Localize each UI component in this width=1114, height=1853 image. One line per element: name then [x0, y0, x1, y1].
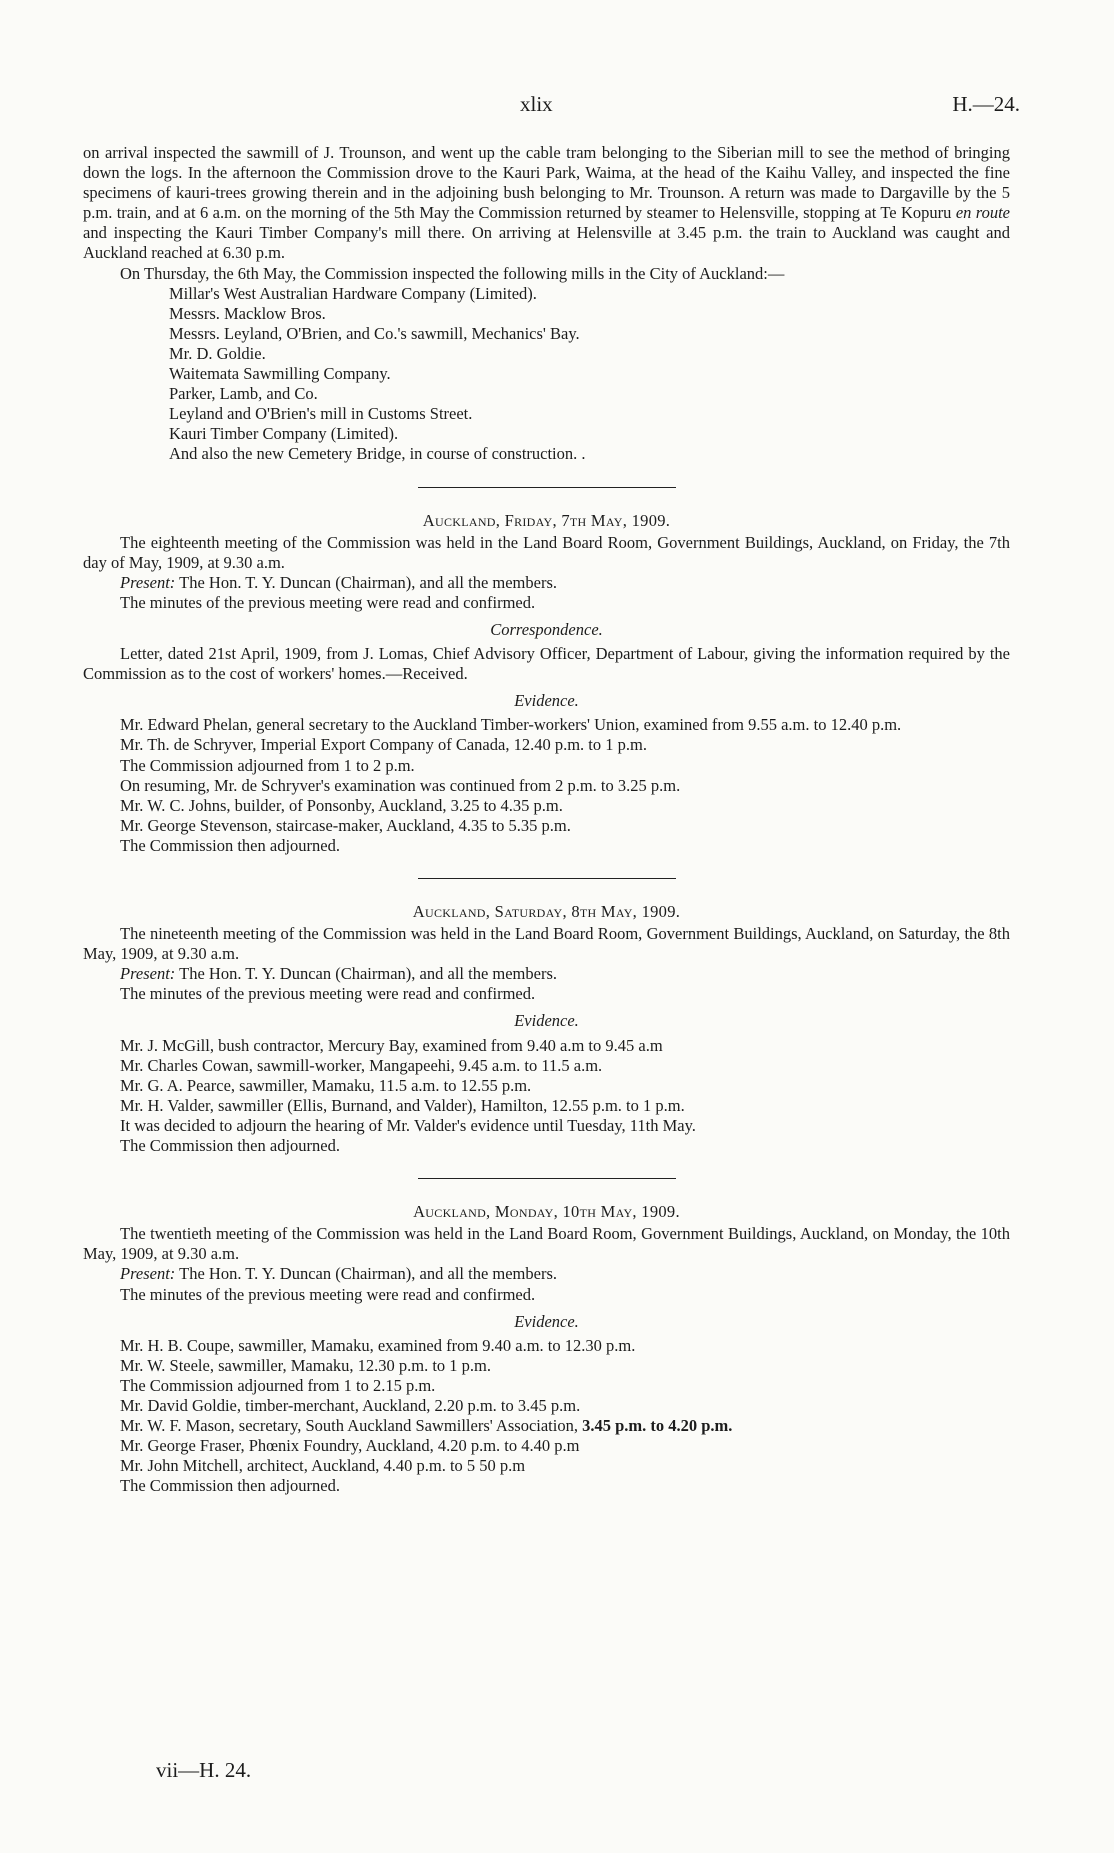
meeting-20-section — [83, 1202, 1010, 1496]
meeting-date-heading: Auckland, Saturday, 8th May, 1909. — [412, 902, 681, 921]
evidence-entry: The Commission adjourned from 1 to 2.15 p.m. — [120, 1375, 436, 1395]
evidence-entry: Mr. W. C. Johns, builder, of Ponsonby, Auckland, 3.25 to 4.35 p.m. — [120, 795, 563, 815]
meeting-intro: The twentieth meeting of the Commission was held in the Land Board Room, Government Buildings, Auckland, on Monday, the 10th May, 1909, at 9.30 a.m. — [83, 1224, 1010, 1264]
evidence-entry: Mr. Th. de Schryver, Imperial Export Company of Canada, 12.40 p.m. to 1 p.m. — [120, 735, 647, 755]
evidence-entry: Mr. John Mitchell, architect, Auckland, 4.40 p.m. to 5 50 p.m — [120, 1456, 526, 1476]
list-item: Messrs. Leyland, O'Brien, and Co.'s sawmill, Mechanics' Bay. — [169, 323, 580, 343]
evidence-entry: Mr. Charles Cowan, sawmill-worker, Mangapeehi, 9.45 a.m. to 11.5 a.m. — [120, 1055, 603, 1075]
evidence-entry: Mr. W. Steele, sawmiller, Mamaku, 12.30 p.m. to 1 p.m. — [120, 1355, 492, 1375]
page-header — [0, 92, 1114, 122]
adjourned-line: The Commission then adjourned. — [120, 835, 340, 855]
continuation-paragraph: on arrival inspected the sawmill of J. Trounson, and went up the cable tram belonging to the Siberian mill to see the method of bringing down the logs. In the afternoon the Commission drove to the Kauri Park, Waima, at the head of the Kaihu Valley, and inspected the fine specimens of kauri-trees growing therein and in the adjoining bush belonging to Mr. Trounson. A return was made to Dargaville by the 5 p.m. train, and at 6 a.m. on the morning of the 5th May the Commission returned by steamer to Helensville, stopping at Te Kopuru en route and inspecting the Kauri Timber Company's mill there. On arriving at Helensville at 3.45 p.m. the train to Auckland was caught and Auckland reached at 6.30 p.m. — [83, 143, 1010, 263]
list-item: Kauri Timber Company (Limited). — [169, 424, 399, 444]
thursday-paragraph: On Thursday, the 6th May, the Commission inspected the following mills in the City of Auckland:— — [120, 263, 785, 283]
present-line: Present: The Hon. T. Y. Duncan (Chairman), and all the members. — [120, 1264, 557, 1284]
evidence-heading: Evidence. — [514, 691, 579, 711]
mills-list — [83, 284, 1010, 465]
list-item: And also the new Cemetery Bridge, in course of construction. . — [169, 444, 586, 464]
evidence-entry: Mr. W. F. Mason, secretary, South Auckland Sawmillers' Association, 3.45 p.m. to 4.20 p.m. — [120, 1416, 733, 1436]
present-line: Present: The Hon. T. Y. Duncan (Chairman), and all the members. — [120, 572, 557, 592]
evidence-entry: Mr. H. B. Coupe, sawmiller, Mamaku, examined from 9.40 a.m. to 12.30 p.m. — [120, 1335, 636, 1355]
evidence-entry: Mr. G. A. Pearce, sawmiller, Mamaku, 11.5 a.m. to 12.55 p.m. — [120, 1075, 532, 1095]
meeting-date-heading: Auckland, Monday, 10th May, 1909. — [413, 1202, 680, 1222]
minutes-line: The minutes of the previous meeting were read and confirmed. — [120, 592, 536, 612]
section-divider — [418, 1178, 676, 1179]
evidence-heading: Evidence. — [514, 1311, 579, 1331]
adjourned-line: The Commission then adjourned. — [120, 1476, 340, 1496]
evidence-entry: On resuming, Mr. de Schryver's examination was continued from 2 p.m. to 3.25 p.m. — [120, 775, 681, 795]
evidence-entry: Mr. David Goldie, timber-merchant, Auckland, 2.20 p.m. to 3.45 p.m. — [120, 1395, 581, 1415]
evidence-entry: The Commission adjourned from 1 to 2 p.m. — [120, 755, 415, 775]
evidence-entry: It was decided to adjourn the hearing of Mr. Valder's evidence until Tuesday, 11th May. — [120, 1115, 696, 1135]
bold-time: 3.45 p.m. to 4.20 p.m. — [582, 1416, 733, 1436]
list-item: Millar's West Australian Hardware Company (Limited). — [169, 283, 537, 303]
evidence-heading: Evidence. — [514, 1011, 579, 1031]
minutes-line: The minutes of the previous meeting were read and confirmed. — [120, 1284, 536, 1304]
meeting-date-heading: Auckland, Friday, 7th May, 1909. — [422, 510, 671, 530]
meeting-intro: The nineteenth meeting of the Commission was held in the Land Board Room, Government Buildings, Auckland, on Saturday, the 8th May, 1909, at 9.30 a.m. — [83, 924, 1010, 964]
en-route-italic: en route — [955, 203, 1010, 223]
signature-mark: vii—H. 24. — [156, 1758, 252, 1782]
correspondence-heading: Correspondence. — [490, 619, 603, 639]
correspondence-letter: Letter, dated 21st April, 1909, from J. Lomas, Chief Advisory Officer, Department of Labour, giving the information required by the Commission as to the cost of workers' homes.—Received. — [83, 644, 1010, 684]
section-divider — [418, 487, 676, 488]
list-item: Mr. D. Goldie. — [169, 343, 266, 363]
evidence-entry: Mr. Edward Phelan, general secretary to the Auckland Timber-workers' Union, examined from 9.55 a.m. to 12.40 p.m. — [120, 715, 902, 735]
meeting-intro: The eighteenth meeting of the Commission was held in the Land Board Room, Government Buildings, Auckland, on Friday, the 7th day of May, 1909, at 9.30 a.m. — [83, 532, 1010, 572]
present-line: Present: The Hon. T. Y. Duncan (Chairman), and all the members. — [120, 964, 557, 984]
list-item: Messrs. Macklow Bros. — [169, 303, 326, 323]
adjourned-line: The Commission then adjourned. — [120, 1136, 340, 1156]
evidence-entry: Mr. H. Valder, sawmiller (Ellis, Burnand, and Valder), Hamilton, 12.55 p.m. to 1 p.m. — [120, 1095, 685, 1115]
section-divider — [418, 878, 676, 879]
list-item: Leyland and O'Brien's mill in Customs Street. — [169, 404, 473, 424]
page-content — [83, 143, 1010, 1496]
page-number: xlix — [520, 92, 553, 116]
evidence-entry: Mr. J. McGill, bush contractor, Mercury Bay, examined from 9.40 a.m to 9.45 a.m — [120, 1035, 663, 1055]
document-reference: H.—24. — [952, 92, 1020, 116]
minutes-line: The minutes of the previous meeting were read and confirmed. — [120, 984, 536, 1004]
list-item: Parker, Lamb, and Co. — [169, 384, 318, 404]
evidence-entry: Mr. George Stevenson, staircase-maker, Auckland, 4.35 to 5.35 p.m. — [120, 815, 571, 835]
meeting-19-section — [83, 902, 1010, 1156]
evidence-entry: Mr. George Fraser, Phœnix Foundry, Auckland, 4.20 p.m. to 4.40 p.m — [120, 1436, 580, 1456]
meeting-18-section — [83, 511, 1010, 857]
list-item: Waitemata Sawmilling Company. — [169, 364, 391, 384]
